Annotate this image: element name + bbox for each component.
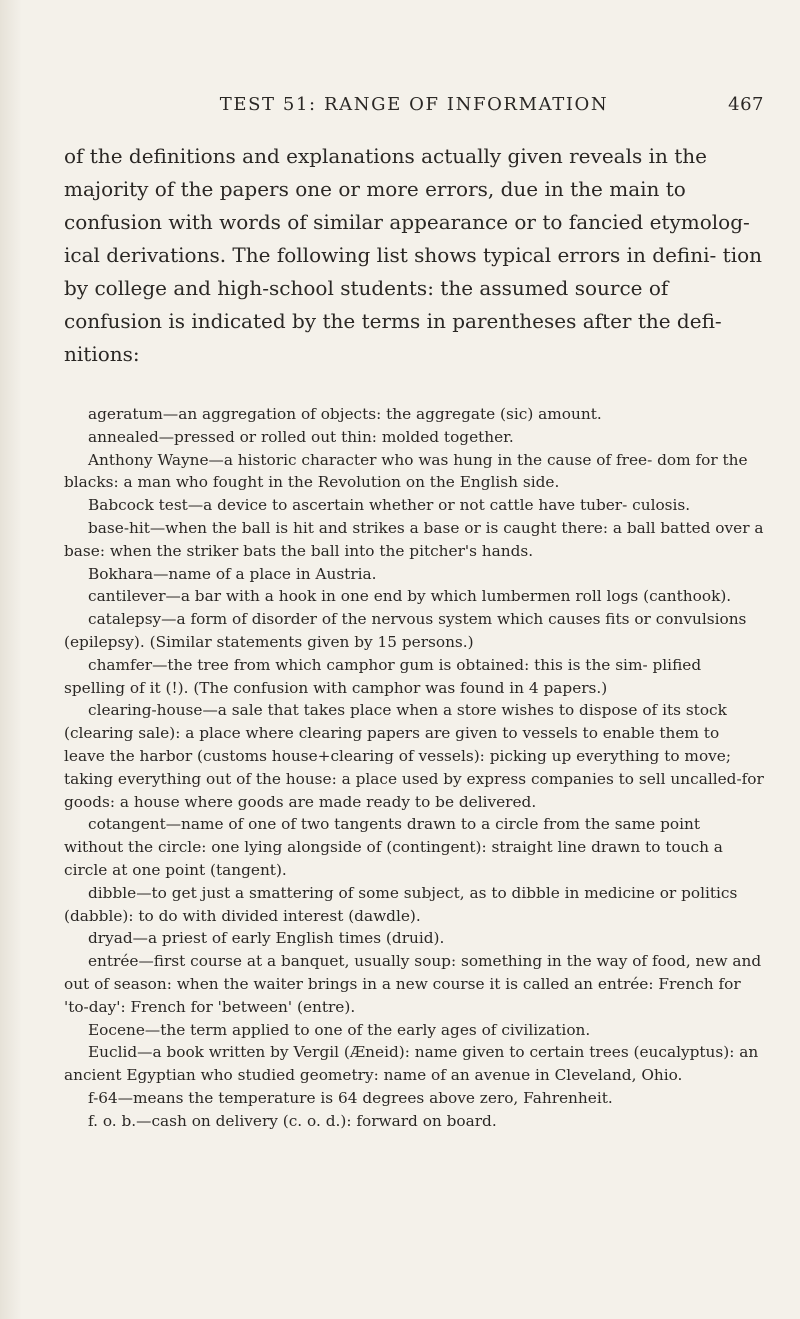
definition-entry-catalepsy: catalepsy—a form of disorder of the nervous system which causes fits or convulsions (epilepsy). (Similar statements given by 15 persons.) <box>64 610 747 651</box>
definition-entry-dibble: dibble—to get just a smattering of some subject, as to dibble in medicine or politics (dabble): to do with divided interest (dawdle). <box>64 883 738 925</box>
definition-entry-babcock-test: Babcock test—a device to ascertain whether or not cattle have tuber- culosis. <box>88 496 691 515</box>
definition-entry-ageratum: ageratum—an aggregation of objects: the aggregate (sic) amount. <box>88 405 602 423</box>
definition-entry-annealed: annealed—pressed or rolled out thin: molded together. <box>88 427 514 446</box>
page-edge-shadow <box>0 0 22 1319</box>
running-header <box>64 94 764 118</box>
definition-entry-eocene: Eocene—the term applied to one of the early ages of civilization. <box>88 1020 591 1039</box>
running-title: TEST 51: RANGE OF INFORMATION <box>219 94 609 115</box>
definition-entry-bokhara: Bokhara—name of a place in Austria. <box>88 564 377 583</box>
definition-entry-chamfer: chamfer—the tree from which camphor gum is obtained: this is the sim- plified spelling of it (!). (The confusion with camphor was found in 4 papers.) <box>64 655 702 697</box>
definition-entry-entree: entrée—first course at a banquet, usually soup: something in the way of food, new and out of season: when the waiter brings in a new course it is called an entrée: French for 'to-day': French for 'between' (entre). <box>64 952 762 1016</box>
intro-paragraph: of the definitions and explanations actually given reveals in the majority of the papers one or more errors, due in the main to confusion with words of similar appearance or to fancied etymolog- ical derivations. The following list shows typical errors in defini- tion by college and high-school students: the assumed source of confusion is indicated by the terms in parentheses after the defi- nitions: <box>64 144 763 366</box>
definition-entry-f-o-b: f. o. b.—cash on delivery (c. o. d.): forward on board. <box>88 1111 497 1130</box>
definition-entry-euclid: Euclid—a book written by Vergil (Æneid): name given to certain trees (eucalyptus): an ancient Egyptian who studied geometry: name of an avenue in Cleveland, Ohio. <box>64 1043 759 1085</box>
definition-list <box>64 403 764 1133</box>
page-number: 467 <box>728 94 764 115</box>
definition-entry-dryad: dryad—a priest of early English times (druid). <box>88 929 445 948</box>
definition-entry-cantilever: cantilever—a bar with a hook in one end by which lumbermen roll logs (canthook). <box>88 587 732 606</box>
definition-entry-anthony-wayne: Anthony Wayne—a historic character who was hung in the cause of free- dom for the blacks: a man who fought in the Revolution on the English side. <box>64 450 748 492</box>
definition-entry-cotangent: cotangent—name of one of two tangents drawn to a circle from the same point without the circle: one lying alongside of (contingent): straight line drawn to touch a circle at one point (tangent). <box>64 815 723 879</box>
definition-entry-clearing-house: clearing-house—a sale that takes place when a store wishes to dispose of its stock (clearing sale): a place where clearing papers are given to vessels to enable them to leave the harbor (customs house+clearing of vessels): picking up everything to move; taking everything out of the house: a place used by express companies to sell uncalled-for goods: a house where goods are made ready to be delivered. <box>64 701 764 811</box>
definition-entry-f-64: f-64—means the temperature is 64 degrees above zero, Fahrenheit. <box>88 1088 613 1107</box>
definition-entry-base-hit: base-hit—when the ball is hit and strikes a base or is caught there: a ball batted over a base: when the striker bats the ball into the pitcher's hands. <box>64 518 764 560</box>
